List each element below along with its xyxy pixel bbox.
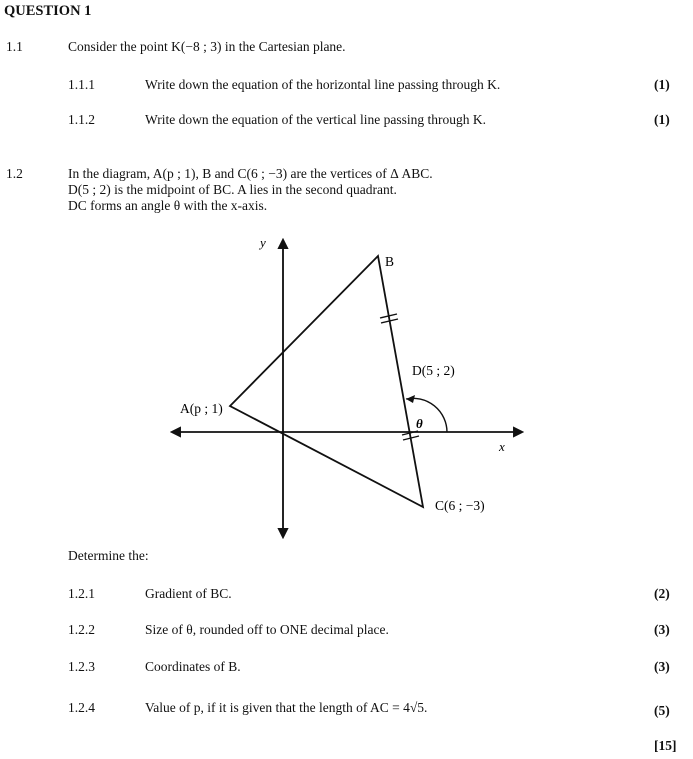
- q1-2-line-3: DC forms an angle θ with the x-axis.: [68, 198, 268, 213]
- q1-2-3-marks: (3): [654, 659, 670, 674]
- q1-2-3-text: Coordinates of B.: [145, 659, 241, 674]
- q1-2-1-text: Gradient of BC.: [145, 586, 232, 601]
- q1-2-4-marks: (5): [654, 703, 670, 718]
- q1-2-line-1: In the diagram, A(p ; 1), B and C(6 ; −3) are the vertices of Δ ABC.: [68, 166, 433, 181]
- total-marks: [15]: [654, 738, 677, 753]
- q1-2-4-text: Value of p, if it is given that the length of AC = 4√5.: [145, 700, 428, 715]
- q1-2-2-marks: (3): [654, 622, 670, 637]
- vertex-b-label: B: [385, 254, 395, 269]
- q1-2-line-2: D(5 ; 2) is the midpoint of BC. A lies in the second quadrant.: [68, 182, 397, 197]
- vertex-c-label: C(6 ; −3): [435, 498, 485, 513]
- q1-1-1-text: Write down the equation of the horizontal line passing through K.: [145, 77, 501, 92]
- question-heading: QUESTION 1: [4, 3, 92, 19]
- q1-2-1-number: 1.2.1: [68, 586, 95, 601]
- q1-2-3-number: 1.2.3: [68, 659, 95, 674]
- q1-1-text: Consider the point K(−8 ; 3) in the Cartesian plane.: [68, 39, 346, 54]
- x-axis-label: x: [499, 439, 505, 454]
- q1-1-number: 1.1: [6, 39, 23, 54]
- angle-theta-arc: [406, 398, 447, 432]
- angle-arrow-head: [406, 395, 415, 403]
- q1-2-1-marks: (2): [654, 586, 670, 601]
- q1-1-1-number: 1.1.1: [68, 77, 95, 92]
- determine-text: Determine the:: [68, 548, 149, 563]
- q1-1-2-text: Write down the equation of the vertical line passing through K.: [145, 112, 486, 127]
- q1-2-number: 1.2: [6, 166, 23, 181]
- theta-label: θ: [416, 416, 423, 431]
- y-axis-label: y: [260, 235, 266, 250]
- q1-2-4-number: 1.2.4: [68, 700, 95, 715]
- midpoint-d-label: D(5 ; 2): [412, 363, 455, 378]
- q1-2-2-number: 1.2.2: [68, 622, 95, 637]
- q1-1-2-marks: (1): [654, 112, 670, 127]
- vertex-a-label: A(p ; 1): [180, 401, 223, 416]
- q1-1-2-number: 1.1.2: [68, 112, 95, 127]
- q1-2-2-text: Size of θ, rounded off to ONE decimal place.: [145, 622, 389, 637]
- triangle-abc: [230, 256, 423, 507]
- q1-1-1-marks: (1): [654, 77, 670, 92]
